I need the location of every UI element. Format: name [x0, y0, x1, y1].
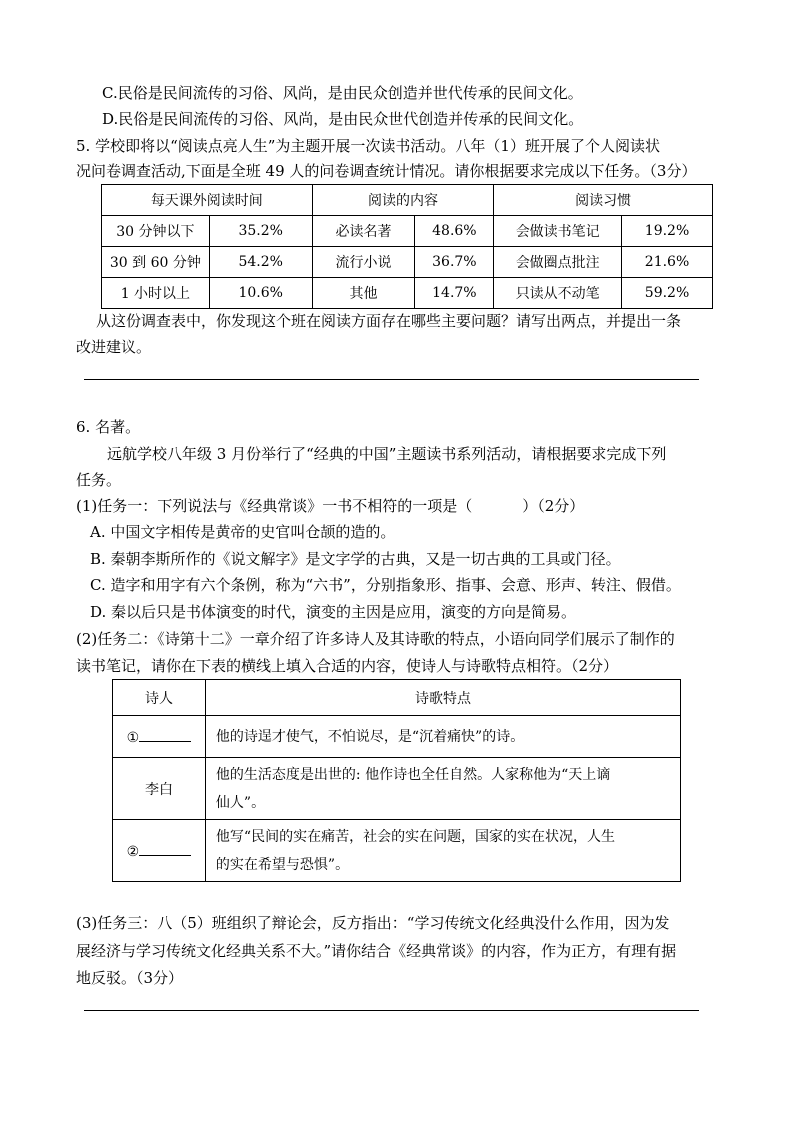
- task1-option-c: C. 造字和用字有六个条例，称为“六书”，分别指象形、指事、会意、形声、转注、假借。: [90, 576, 681, 594]
- table-cell: 会做读书笔记: [494, 216, 622, 247]
- poet-blank-2[interactable]: [139, 841, 191, 856]
- q5-answer-line[interactable]: [84, 379, 699, 380]
- poet-table: [112, 679, 681, 882]
- poet-cell: 李白: [113, 758, 206, 820]
- feature-cell: [205, 820, 680, 882]
- task3-line3: 地反驳。（3分）: [76, 969, 184, 987]
- poet-cell: [113, 716, 206, 758]
- poet-blank-1[interactable]: [139, 727, 191, 742]
- table-row: [102, 247, 713, 278]
- table-cell: 1 小时以上: [102, 278, 210, 309]
- header-feature: 诗歌特点: [205, 680, 680, 716]
- feature-cell: [205, 758, 680, 820]
- table-row: [113, 820, 681, 882]
- header-reading-habit: 阅读习惯: [494, 185, 713, 216]
- header-reading-content: 阅读的内容: [312, 185, 494, 216]
- header-reading-time: 每天课外阅读时间: [102, 185, 313, 216]
- table-cell: 54.2%: [209, 247, 312, 278]
- table-cell: 其他: [312, 278, 415, 309]
- poet-cell: [113, 820, 206, 882]
- q5-prompt-line2: 改进建议。: [76, 338, 152, 356]
- option-c: C.民俗是民间流传的习俗、风尚，是由民众创造并世代传承的民间文化。: [102, 84, 583, 102]
- task1-option-d: D. 秦以后只是书体演变的时代，演变的主因是应用，演变的方向是简易。: [90, 603, 577, 621]
- task1-option-b: B. 秦朝李斯所作的《说文解字》是文字学的古典，又是一切古典的工具或门径。: [90, 550, 621, 568]
- table-cell: 59.2%: [622, 278, 713, 309]
- poet-marker: ①: [126, 730, 140, 746]
- task1-stem-text: (1)任务一：下列说法与《经典常谈》一书不相符的一项是（: [76, 497, 473, 515]
- q6-intro-line2: 任务。: [76, 471, 122, 489]
- table-cell: 48.6%: [415, 216, 494, 247]
- table-cell: 会做圈点批注: [494, 247, 622, 278]
- task1-points: ）（2分）: [522, 497, 585, 515]
- task2-stem-line2: 读书笔记，请你在下表的横线上填入合适的内容，使诗人与诗歌特点相符。（2分）: [76, 657, 619, 675]
- table-cell: 35.2%: [209, 216, 312, 247]
- table-row: [113, 716, 681, 758]
- task3-line2: 展经济与学习传统文化经典关系不大。”请你结合《经典常谈》的内容，作为正方，有理有据: [76, 942, 677, 960]
- q6-intro-line1: 远航学校八年级 3 月份举行了“经典的中国”主题读书系列活动，请根据要求完成下列: [107, 445, 667, 463]
- table-row: [113, 758, 681, 820]
- q5-stem-line1: 5. 学校即将以“阅读点亮人生”为主题开展一次读书活动。八年（1）班开展了个人阅读状: [76, 137, 660, 155]
- feature-text: 他的生活态度是出世的: 他作诗也全任自然。人家称他为“天上谪: [215, 766, 611, 783]
- survey-table: [101, 184, 713, 309]
- header-poet: 诗人: [113, 680, 206, 716]
- feature-text: 他的诗逞才使气，不怕说尽，是“沉着痛快”的诗。: [215, 728, 525, 745]
- task3-answer-line[interactable]: [84, 1010, 699, 1011]
- poet-marker: ②: [126, 844, 140, 860]
- table-row: [102, 278, 713, 309]
- q5-prompt-line1: 从这份调查表中，你发现这个班在阅读方面存在哪些主要问题？请写出两点，并提出一条: [96, 312, 682, 330]
- table-cell: 30 分钟以下: [102, 216, 210, 247]
- table-cell: 10.6%: [209, 278, 312, 309]
- table-header-row: [113, 680, 681, 716]
- option-d: D.民俗是民间流传的习俗、风尚，是由民众世代创造并传承的民间文化。: [102, 110, 584, 128]
- feature-cell: [205, 716, 680, 758]
- feature-text: 的实在希望与恐惧”。: [215, 856, 350, 873]
- table-header-row: [102, 185, 713, 216]
- table-cell: 21.6%: [622, 247, 713, 278]
- feature-text: 仙人”。: [215, 794, 266, 811]
- q5-stem-line2: 况问卷调查活动,下面是全班 49 人的问卷调查统计情况。请你根据要求完成以下任务。（3分）: [76, 162, 697, 180]
- q6-title: 6. 名著。: [76, 418, 141, 436]
- task2-stem-line1: (2)任务二：《诗第十二》一章介绍了许多诗人及其诗歌的特点，小语向同学们展示了制作的: [76, 630, 675, 648]
- table-cell: 19.2%: [622, 216, 713, 247]
- task1-option-a: A. 中国文字相传是黄帝的史官叫仓颉的造的。: [90, 523, 396, 541]
- table-cell: 只读从不动笔: [494, 278, 622, 309]
- feature-text: 他写“民间的实在痛苦，社会的实在问题，国家的实在状况，人生: [215, 828, 616, 845]
- table-cell: 14.7%: [415, 278, 494, 309]
- task3-line1: (3)任务三：八（5）班组织了辩论会，反方指出：“学习传统文化经典没什么作用，因为发: [76, 914, 670, 932]
- table-cell: 必读名著: [312, 216, 415, 247]
- task1-stem: [76, 496, 584, 516]
- table-cell: 流行小说: [312, 247, 415, 278]
- table-row: [102, 216, 713, 247]
- table-cell: 30 到 60 分钟: [102, 247, 210, 278]
- table-cell: 36.7%: [415, 247, 494, 278]
